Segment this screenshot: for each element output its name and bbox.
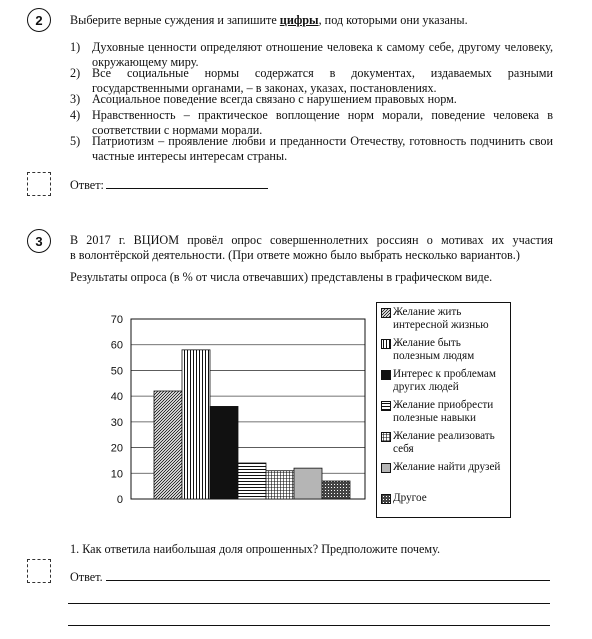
legend-label-2-line2: полезным людям — [393, 350, 475, 362]
q2-option-5-line1: Патриотизм – проявление любви и преданности Отечеству, готовность подчинить свои — [92, 134, 553, 148]
q2-option-4-number: 4) — [70, 108, 81, 122]
y-tick-label-30: 30 — [110, 416, 123, 429]
q2-option-2-line1: Все социальные нормы содержатся в документах, издаваемых разными — [92, 66, 553, 80]
legend-label-3-line2: других людей — [393, 381, 459, 393]
y-tick-label-20: 20 — [110, 442, 123, 455]
bar-1 — [154, 391, 182, 499]
legend-label-1-line2: интересной жизнью — [393, 319, 489, 331]
q3-answer-label: Ответ. — [70, 570, 103, 584]
bar-6 — [294, 468, 322, 499]
q2-option-2-line2: государственными органами, – в законах, указах, постановлениях. — [92, 81, 437, 95]
q2-option-3-number: 3) — [70, 92, 81, 106]
q3-intro-line2: в волонтёрской деятельности. (При ответе можно было выбрать несколько вариантов.) — [70, 248, 520, 262]
bar-5 — [266, 471, 294, 499]
legend-label-2-line1: Желание быть — [393, 337, 461, 349]
legend-label-7-line1: Другое — [393, 492, 427, 504]
q2-option-1-line2: окружающему миру. — [92, 55, 199, 69]
legend-label-1-line1: Желание жить — [393, 306, 462, 318]
q3-answer-line-1[interactable] — [106, 580, 550, 581]
q2-option-3-line1: Асоциальное поведение всегда связано с нарушением правовых норм. — [92, 92, 457, 106]
q3-sub-question: 1. Как ответила наибольшая доля опрошенных? Предположите почему. — [70, 542, 441, 556]
y-tick-label-60: 60 — [110, 339, 123, 352]
bar-2 — [182, 350, 210, 499]
y-tick-label-0: 0 — [116, 494, 123, 506]
q2-prompt-emphasis: цифры — [279, 13, 319, 27]
bar-4 — [238, 463, 266, 499]
q2-option-5-number: 5) — [70, 134, 81, 148]
q2-prompt-before: Выберите верные суждения и запишите — [70, 13, 280, 27]
legend-label-2 — [393, 337, 474, 363]
legend-label-6 — [393, 461, 500, 474]
y-tick-label-10: 10 — [110, 468, 123, 481]
legend-swatch-2 — [381, 339, 391, 349]
q2-option-4-line2: соответствии с нормами морали. — [92, 123, 263, 137]
legend-label-7 — [393, 492, 427, 505]
legend-label-1 — [393, 306, 489, 332]
legend-label-4-line1: Желание приобрести — [393, 399, 494, 411]
q2-option-5-line2: частные интересы интересам страны. — [92, 149, 288, 163]
bar-3 — [210, 406, 238, 499]
legend-label-3 — [393, 368, 496, 394]
q3-intro-line1: В 2017 г. ВЦИОМ провёл опрос совершеннолетних россиян о мотивах их участия — [70, 233, 553, 247]
chart-plot — [111, 314, 365, 506]
q3-answer-line-3[interactable] — [68, 625, 550, 626]
q3-answer-box[interactable] — [27, 559, 51, 583]
q2-option-4-line1: Нравственность – практическое воплощение норм морали, поведение человека в — [92, 108, 553, 122]
q2-option-1-number: 1) — [70, 40, 81, 54]
legend-label-5-line2: себя — [393, 443, 414, 455]
question-number-3-text: 3 — [35, 233, 43, 249]
question-number-2-text: 2 — [35, 12, 43, 28]
legend-swatch-1 — [381, 308, 391, 318]
legend-swatch-5 — [381, 432, 391, 442]
q2-prompt-after: , под которыми они указаны. — [318, 13, 468, 27]
legend-label-4-line2: полезные навыки — [393, 412, 476, 424]
legend-swatch-3 — [381, 370, 391, 380]
legend-label-5 — [393, 430, 495, 456]
bar-7 — [322, 481, 350, 499]
legend-label-4 — [393, 399, 493, 425]
legend-label-3-line1: Интерес к проблемам — [393, 368, 496, 380]
q2-option-2-number: 2) — [70, 66, 81, 80]
q2-answer-label: Ответ: — [70, 178, 104, 192]
legend-swatch-6 — [381, 463, 391, 473]
legend-label-5-line1: Желание реализовать — [393, 430, 495, 442]
legend-label-6-line1: Желание найти друзей — [393, 461, 501, 473]
y-tick-label-70: 70 — [110, 314, 123, 326]
y-tick-label-40: 40 — [110, 391, 123, 404]
legend-swatch-4 — [381, 401, 391, 411]
legend-swatch-7 — [381, 494, 391, 504]
y-tick-label-50: 50 — [110, 365, 123, 378]
q2-option-1-line1: Духовные ценности определяют отношение человека к самому себе, другому человеку, — [92, 40, 553, 54]
q3-results-line: Результаты опроса (в % от числа отвечавших) представлены в графическом виде. — [70, 270, 493, 284]
q3-answer-line-2[interactable] — [68, 603, 550, 604]
